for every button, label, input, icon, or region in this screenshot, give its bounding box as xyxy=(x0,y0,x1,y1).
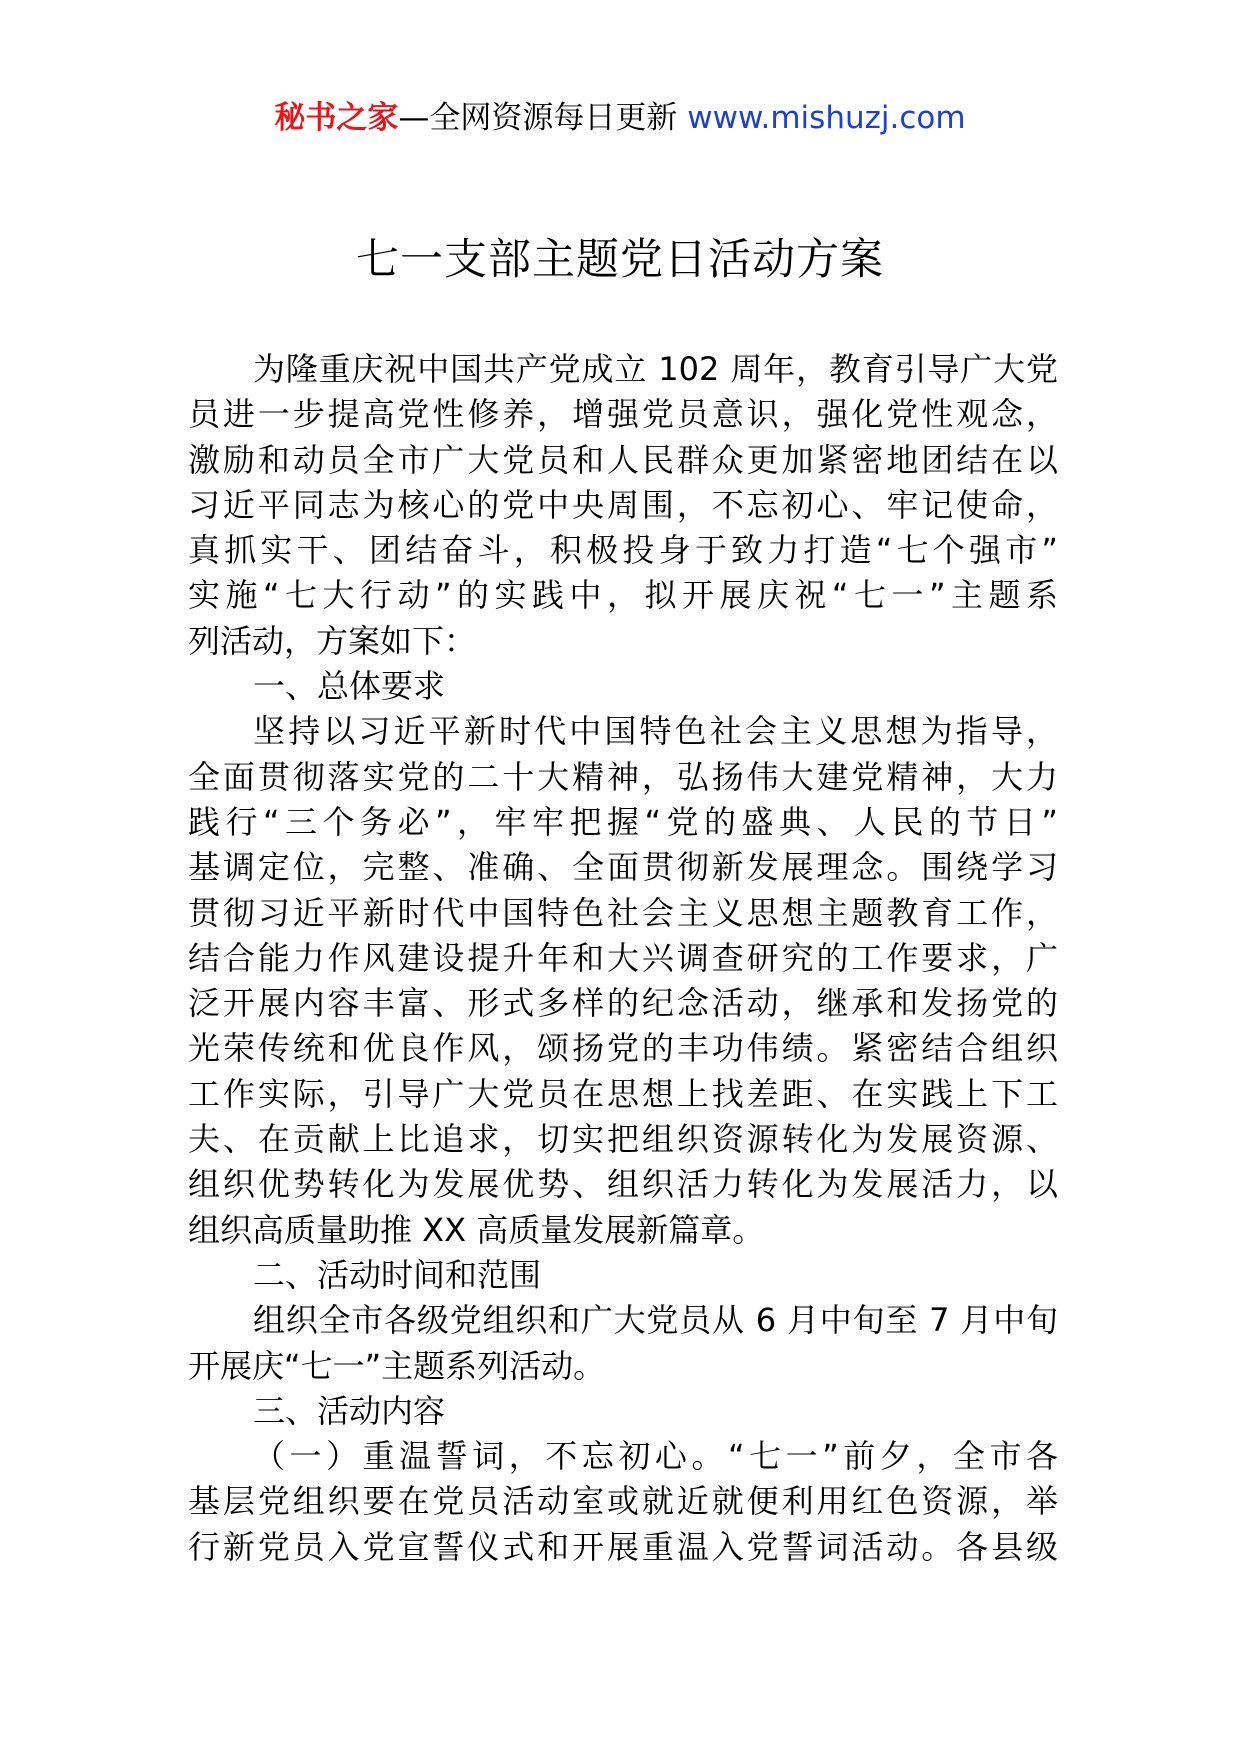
body-line: 夫、在贡献上比追求，切实把组织资源转化为发展资源、 xyxy=(188,1120,1058,1159)
site-brand: 秘书之家 xyxy=(274,100,399,136)
body-line: 真抓实干、团结奋斗，积极投身于致力打造“七个强市” xyxy=(188,531,1058,570)
body-line: 基调定位，完整、准确、全面贯彻新发展理念。围绕学习 xyxy=(188,848,1058,887)
body-line: （一）重温誓词，不忘初心。“七一”前夕，全市各 xyxy=(253,1437,1058,1476)
document-body xyxy=(188,347,1058,1570)
body-line: 员进一步提高党性修养，增强党员意识，强化党性观念， xyxy=(188,395,1058,434)
body-line: 基层党组织要在党员活动室或就近就便利用红色资源，举 xyxy=(188,1482,1058,1521)
body-line: 组织高质量助推 XX 高质量发展新篇章。 xyxy=(188,1210,765,1249)
body-line: 激励和动员全市广大党员和人民群众更加紧密地团结在以 xyxy=(188,440,1058,479)
body-line: 践行“三个务必”，牢牢把握“党的盛典、人民的节日” xyxy=(188,802,1058,841)
document-title: 七一支部主题党日活动方案 xyxy=(356,235,884,285)
body-line: 习近平同志为核心的党中央周围，不忘初心、牢记使命， xyxy=(188,485,1058,524)
body-line: 工作实际，引导广大党员在思想上找差距、在实践上下工 xyxy=(188,1074,1058,1113)
body-line: 三、活动内容 xyxy=(253,1391,446,1430)
body-line: 二、活动时间和范围 xyxy=(253,1255,542,1294)
site-url-link[interactable]: www.mishuzj.com xyxy=(687,100,966,136)
body-line: 开展庆“七一”主题系列活动。 xyxy=(188,1346,606,1385)
body-line: 泛开展内容丰富、形式多样的纪念活动，继承和发扬党的 xyxy=(188,984,1058,1023)
body-line: 贯彻习近平新时代中国特色社会主义思想主题教育工作， xyxy=(188,893,1058,932)
site-tagline: —全网资源每日更新 xyxy=(398,100,688,136)
body-line: 一、总体要求 xyxy=(253,667,446,706)
body-line: 实施“七大行动”的实践中，拟开展庆祝“七一”主题系 xyxy=(188,576,1058,615)
body-line: 组织全市各级党组织和广大党员从 6 月中旬至 7 月中旬 xyxy=(253,1301,1058,1340)
body-line: 坚持以习近平新时代中国特色社会主义思想为指导， xyxy=(253,712,1058,751)
body-line: 列活动，方案如下： xyxy=(188,621,477,660)
body-line: 结合能力作风建设提升年和大兴调查研究的工作要求，广 xyxy=(188,938,1058,977)
body-line: 组织优势转化为发展优势、组织活力转化为发展活力，以 xyxy=(188,1165,1058,1204)
body-line: 光荣传统和优良作风，颂扬党的丰功伟绩。紧密结合组织 xyxy=(188,1029,1058,1068)
site-header xyxy=(0,98,1240,138)
body-line: 行新党员入党宣誓仪式和开展重温入党誓词活动。各县级 xyxy=(188,1527,1058,1566)
body-line: 为隆重庆祝中国共产党成立 102 周年，教育引导广大党 xyxy=(253,350,1058,388)
body-line: 全面贯彻落实党的二十大精神，弘扬伟大建党精神，大力 xyxy=(188,757,1058,796)
